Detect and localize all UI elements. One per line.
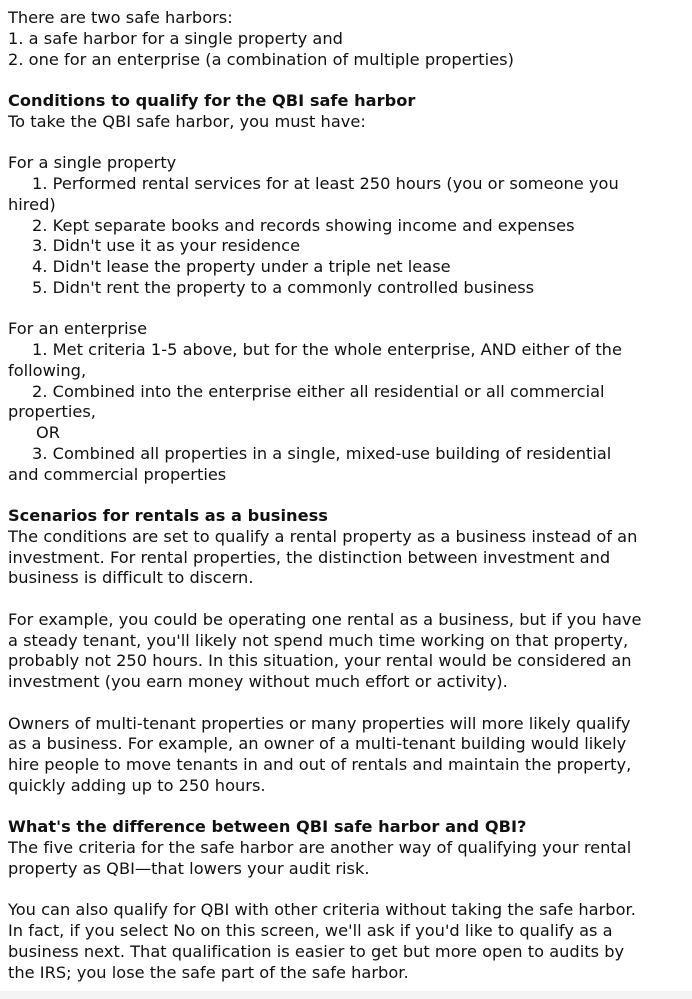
paragraph-line: You can also qualify for QBI with other criteria without taking the safe harbor.: [8, 900, 636, 920]
paragraph-line: quickly adding up to 250 hours.: [8, 775, 266, 795]
section-heading-conditions: Conditions to qualify for the QBI safe harbor: [8, 91, 416, 110]
paragraph-line: For example, you could be operating one rental as a business, but if you have: [8, 609, 642, 629]
enterprise-criteria-item: 1. Met criteria 1-5 above, but for the whole enterprise, AND either of the: [32, 340, 622, 359]
paragraph-line: the IRS; you lose the safe part of the safe harbor.: [8, 962, 409, 982]
paragraph-line: business next. That qualification is easier to get but more open to audits by: [8, 941, 625, 961]
spacer: [8, 880, 680, 901]
enterprise-criteria-item: 3. Combined all properties in a single, mixed-use building of residential: [32, 443, 612, 463]
intro-text: There are two safe harbors:: [8, 8, 233, 27]
intro-list-item: 1. a safe harbor for a single property and: [8, 28, 343, 48]
paragraph-line: investment. For rental properties, the distinction between investment and: [8, 547, 611, 567]
spacer: [8, 485, 680, 506]
single-criteria-item: 2. Kept separate books and records showing income and expenses: [32, 215, 575, 235]
single-criteria-item: 1. Performed rental services for at least 250 hours (you or someone you: [32, 174, 619, 193]
single-criteria-item: 5. Didn't rent the property to a commonly controlled business: [32, 277, 535, 297]
spacer: [8, 797, 680, 818]
paragraph-line: investment (you earn money without much effort or activity).: [8, 672, 508, 691]
bottom-edge: [0, 991, 692, 999]
enterprise-label: For an enterprise: [8, 319, 148, 339]
paragraph-line: property as QBI—that lowers your audit risk.: [8, 858, 370, 878]
enterprise-criteria-item-cont: following,: [8, 360, 87, 380]
spacer: [8, 693, 680, 714]
enterprise-criteria-item: 2. Combined into the enterprise either all residential or all commercial: [32, 381, 605, 401]
single-criteria-item: 3. Didn't use it as your residence: [32, 236, 301, 256]
enterprise-or-separator: OR: [36, 423, 61, 442]
paragraph-line: hire people to move tenants in and out of rentals and maintain the property,: [8, 755, 632, 774]
spacer: [8, 589, 680, 610]
section-heading-scenarios: Scenarios for rentals as a business: [8, 506, 328, 525]
section-heading-difference: What's the difference between QBI safe harbor and QBI?: [8, 817, 527, 837]
paragraph-line: probably not 250 hours. In this situation, your rental would be considered an: [8, 651, 632, 671]
enterprise-criteria-item-cont: properties,: [8, 402, 96, 422]
paragraph-line: The conditions are set to qualify a rental property as a business instead of an: [8, 526, 638, 546]
intro-list-item: 2. one for an enterprise (a combination of multiple properties): [8, 49, 514, 69]
spacer: [8, 133, 680, 154]
paragraph-line: In fact, if you select No on this screen, we'll ask if you'd like to qualify as a: [8, 921, 613, 940]
conditions-lead: To take the QBI safe harbor, you must have:: [8, 111, 366, 131]
single-property-label: For a single property: [8, 153, 177, 173]
paragraph-line: as a business. For example, an owner of a multi-tenant building would likely: [8, 734, 627, 754]
paragraph-line: The five criteria for the safe harbor are another way of qualifying your rental: [8, 838, 632, 857]
paragraph-line: business is difficult to discern.: [8, 568, 254, 588]
paragraph-line: Owners of multi-tenant properties or many properties will more likely qualify: [8, 713, 631, 733]
single-criteria-item: 4. Didn't lease the property under a triple net lease: [32, 257, 451, 276]
help-article: [8, 8, 680, 983]
spacer: [8, 70, 680, 91]
enterprise-criteria-item-cont: and commercial properties: [8, 464, 227, 484]
spacer: [8, 299, 680, 320]
single-criteria-item-cont: hired): [8, 194, 56, 214]
paragraph-line: a steady tenant, you'll likely not spend much time working on that property,: [8, 630, 629, 650]
